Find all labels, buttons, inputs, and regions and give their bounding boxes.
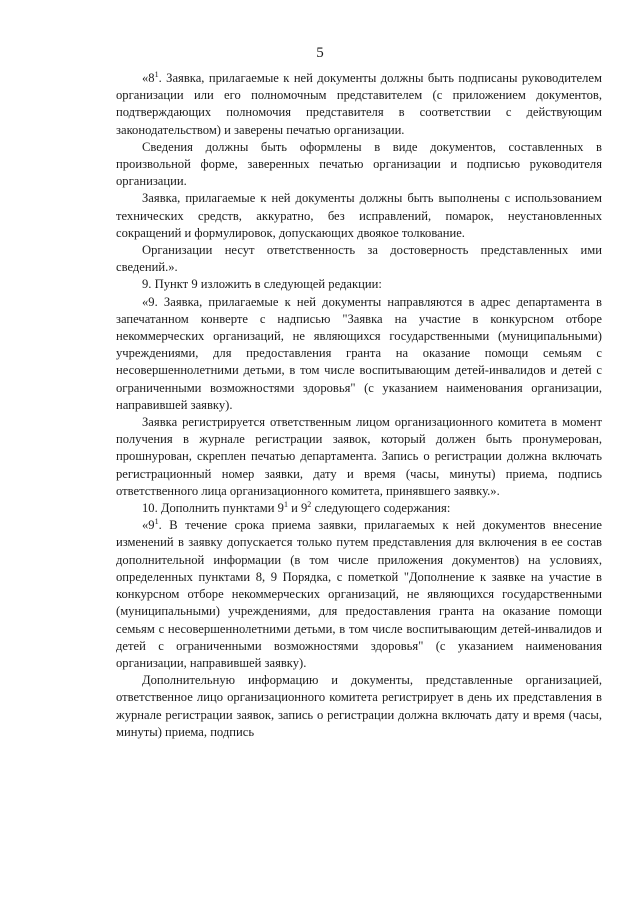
text-run: . В течение срока приема заявки, прилагаемых к ней документов внесение изменений в заявку допускается только путем представления для включения в ее состав дополнительной информации (в том числе приложения документов) на условиях, определенных пунктами 8, 9 Порядка, с пометкой "Дополнение к заявке на участие в конкурсном отборе некоммерческих организаций, не являющихся государственными (муниципальными) учреждениями, для предоставления гранта на оказание помощи семьям с несовершеннолетними детьми, в том числе воспитывающим детей-инвалидов и детей с ограниченными возможностями здоровья" (с указанием наименования организации, направившей заявку). [116,518,602,670]
text-run: 9. Пункт 9 изложить в следующей редакции: [142,277,382,292]
body-paragraph [116,276,602,293]
body-paragraph [116,294,602,414]
text-run: «8 [142,71,155,85]
superscript: 1 [283,500,288,510]
body-paragraph [116,242,602,276]
text-run: . Заявка, прилагаемые к ней документы должны быть подписаны руководителем организации или его полномочным представителем (с приложением документов, подтверждающих полномочия представителя в соответствии с действующим законодательством) и заверены печатью организации. [116,71,602,137]
text-run: Заявка регистрируется ответственным лицом организационного комитета в момент получения в журнале регистрации заявок, который должен быть пронумерован, прошнурован, скреплен печатью департамента. Запись о регистрации должна включать регистрационный номер заявки, дату и время (часы, минуты) приема, подпись ответственного лица организационного комитета, принявшего заявку.». [116,415,602,498]
text-run: Дополнительную информацию и документы, представленные организацией, ответственное лицо организационного комитета регистрирует в день их представления в журнале регистрации заявок, запись о регистрации должна включать дату и время (часы, минуты) приема, подпись [116,673,602,739]
body-paragraph [116,672,602,741]
body-paragraph [116,414,602,500]
text-run: Сведения должны быть оформлены в виде документов, составленных в произвольной форме, заверенных печатью организации и подписью руководителя организации. [116,139,602,189]
body-paragraph [116,500,602,517]
body-paragraph [116,517,602,672]
superscript: 1 [154,517,159,527]
page-number: 5 [316,45,324,61]
text-run: «9. Заявка, прилагаемые к ней документы направляются в адрес департамента в запечатанном конверте с надписью "Заявка на участие в конкурсном отборе некоммерческих организаций, не являющихся государственными (муниципальными) учреждениями, для предоставления гранта на оказание помощи семьям с несовершеннолетними детьми, в том числе воспитывающим детей-инвалидов и детей с ограниченными возможностями здоровья" (с указанием наименования организации, направившей заявку). [116,294,602,412]
document-body [116,70,602,741]
body-paragraph [116,139,602,191]
text-run: «9 [142,518,155,533]
body-paragraph [116,190,602,242]
text-run: Заявка, прилагаемые к ней документы должны быть выполнены с использованием технических средств, аккуратно, без исправлений, помарок, неустановленных сокращений и формулировок, допускающих двоякое толкование. [116,191,602,240]
superscript: 1 [154,70,159,79]
text-run: следующего содержания: [311,501,451,516]
text-run: Организации несут ответственность за достоверность представленных ими сведений.». [116,243,602,275]
body-paragraph [116,70,602,139]
text-run: и 9 [287,501,308,516]
superscript: 2 [307,500,312,510]
text-run: 10. Дополнить пунктами 9 [142,501,284,516]
